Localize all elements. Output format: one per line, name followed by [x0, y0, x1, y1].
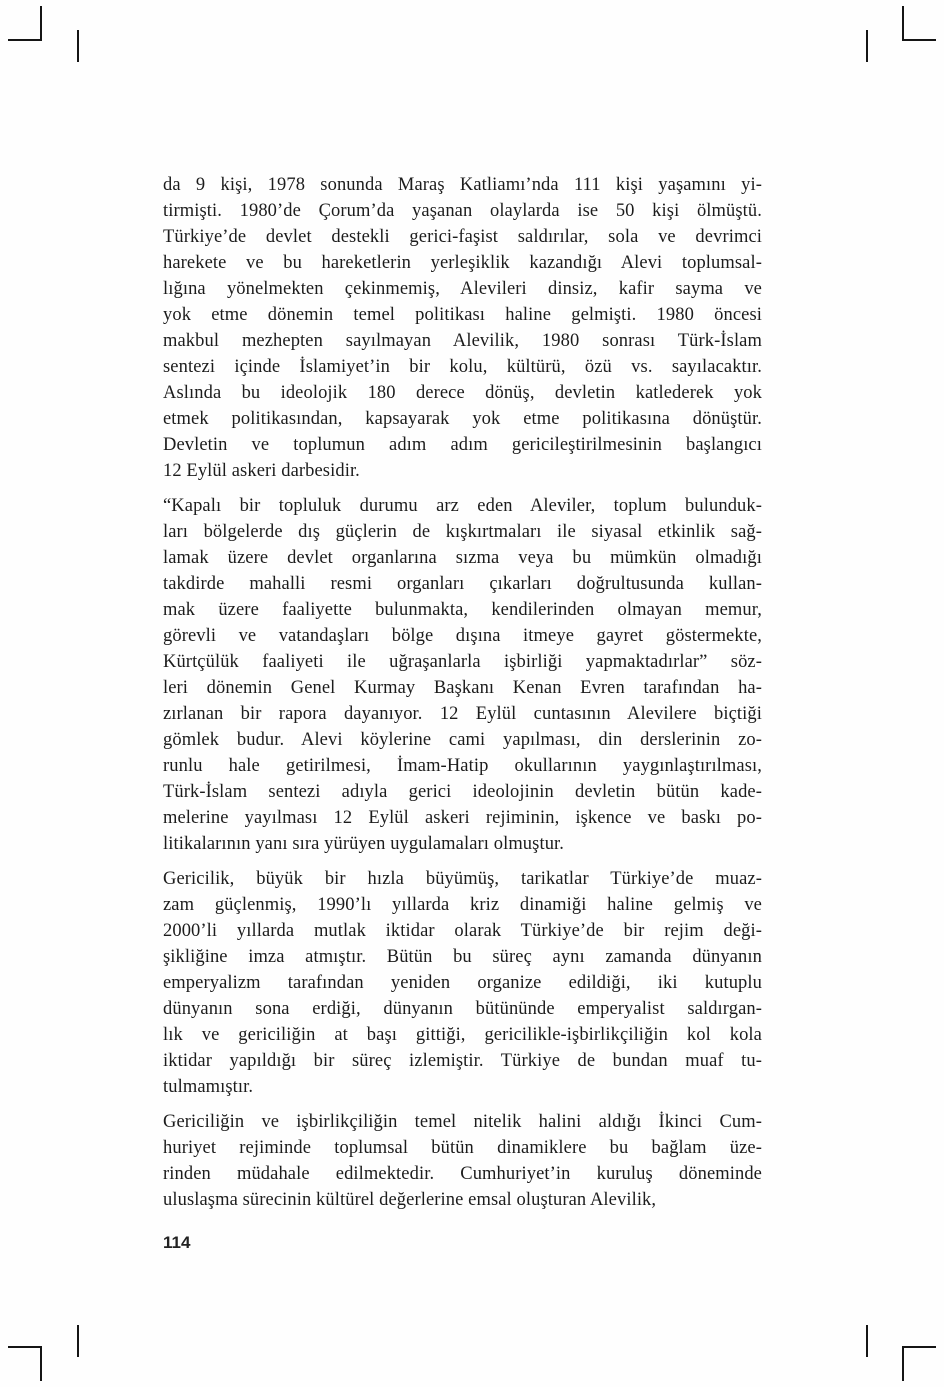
text-line: Gericilik, büyük bir hızla büyümüş, tarikatlar Türkiye’de muaz- [163, 869, 762, 889]
text-line: makbul mezhepten sayılmayan Alevilik, 1980 sonrası Türk-İslam [163, 331, 762, 351]
text-line: Aslında bu ideolojik 180 derece dönüş, devletin katlederek yok [163, 383, 762, 403]
text-line: sentezi içinde İslamiyet’in bir kolu, kültürü, özü vs. sayılacaktır. [163, 357, 762, 377]
text-line: Kürtçülük faaliyeti ile uğraşanlarla işbirliği yapmaktadırlar” söz- [163, 652, 762, 672]
text-line: iktidar yapıldığı bir süreç izlemiştir. Türkiye de bundan muaf tu- [163, 1051, 762, 1071]
crop-mark-top-left-vertical [40, 6, 42, 40]
crop-mark-top-left-horizontal [8, 39, 42, 41]
text-line: lamak üzere devlet organlarına sızma veya bu mümkün olmadığı [163, 548, 762, 568]
text-line: tirmişti. 1980’de Çorum’da yaşanan olaylarda ise 50 kişi ölmüştü. [163, 201, 762, 221]
page-number: 114 [163, 1233, 191, 1252]
text-line: da 9 kişi, 1978 sonunda Maraş Katliamı’nda 111 kişi yaşamını yi- [163, 175, 762, 195]
text-line: 2000’li yıllarda mutlak iktidar olarak Türkiye’de bir rejim deği- [163, 921, 762, 941]
text-line: mak üzere faaliyette bulunmakta, kendilerinden olmayan memur, [163, 600, 762, 620]
text-line: uluslaşma sürecinin kültürel değerlerine emsal oluşturan Alevilik, [163, 1190, 657, 1210]
text-line: litikalarının yanı sıra yürüyen uygulamaları olmuştur. [163, 834, 565, 854]
text-block [163, 172, 762, 1222]
text-line: etmek politikasından, kapsayarak yok etme politikasına dönüştür. [163, 409, 762, 429]
crop-mark-bottom-right-horizontal [902, 1346, 936, 1348]
crop-mark-top-left-inner-tick [77, 30, 79, 62]
text-line: Türkiye’de devlet destekli gerici-faşist saldırılar, sola ve devrimci [163, 227, 762, 247]
text-line: runlu hale getirilmesi, İmam-Hatip okullarının yaygınlaştırılması, [163, 756, 762, 776]
text-line: lığına yönelmekten çekinmemiş, Alevileri dinsiz, kafir sayma ve [163, 279, 762, 299]
text-line: lık ve gericiliğin at başı gittiği, gericilikle-işbirlikçiliğin kol kola [163, 1025, 762, 1045]
text-line: rinden müdahale edilmektedir. Cumhuriyet’in kuruluş döneminde [163, 1164, 762, 1184]
paragraph-3 [163, 866, 762, 1100]
text-line: dünyanın sona erdiği, dünyanın bütününde emperyalist saldırgan- [163, 999, 762, 1019]
text-line: “Kapalı bir topluluk durumu arz eden Aleviler, toplum bulunduk- [163, 496, 762, 516]
crop-mark-bottom-right-inner-tick [866, 1325, 868, 1357]
text-line: emperyalizm tarafından yeniden organize edildiği, iki kutuplu [163, 973, 762, 993]
text-line: zırlanan bir rapora dayanıyor. 12 Eylül cuntasının Alevilere biçtiği [163, 704, 762, 724]
paragraph-1 [163, 172, 762, 484]
text-line: takdirde mahalli resmi organları çıkarları doğrultusunda kullan- [163, 574, 762, 594]
text-line: huriyet rejiminde toplumsal bütün dinamiklere bu bağlam üze- [163, 1138, 762, 1158]
paragraph-2 [163, 493, 762, 857]
text-line: Gericiliğin ve işbirlikçiliğin temel nitelik halini aldığı İkinci Cum- [163, 1112, 762, 1132]
paragraph-4 [163, 1109, 762, 1213]
crop-mark-top-right-horizontal [902, 39, 936, 41]
text-line: Türk-İslam sentezi adıyla gerici ideolojinin devletin bütün kade- [163, 782, 762, 802]
text-line: melerine yayılması 12 Eylül askeri rejiminin, işkence ve baskı po- [163, 808, 762, 828]
text-line: ları bölgelerde dış güçlerin de kışkırtmaları ile siyasal etkinlik sağ- [163, 522, 762, 542]
text-line: zam güçlenmiş, 1990’lı yıllarda kriz dinamiği haline gelmiş ve [163, 895, 762, 915]
crop-mark-top-right-inner-tick [866, 30, 868, 62]
text-line: yok etme dönemin temel politikası haline gelmişti. 1980 öncesi [163, 305, 762, 325]
crop-mark-bottom-right-vertical [902, 1347, 904, 1381]
text-line: tulmamıştır. [163, 1077, 254, 1097]
crop-mark-bottom-left-vertical [40, 1347, 42, 1381]
text-line: harekete ve bu hareketlerin yerleşiklik kazandığı Alevi toplumsal- [163, 253, 762, 273]
text-line: şikliğine imza atmıştır. Bütün bu süreç aynı zamanda dünyanın [163, 947, 762, 967]
crop-mark-top-right-vertical [902, 6, 904, 40]
text-line: Devletin ve toplumun adım adım gericileştirilmesinin başlangıcı [163, 435, 762, 455]
text-line: gömlek budur. Alevi köylerine cami yapılması, din derslerinin zo- [163, 730, 762, 750]
crop-mark-bottom-left-inner-tick [77, 1325, 79, 1357]
text-line: görevli ve vatandaşları bölge dışına itmeye gayret göstermekte, [163, 626, 762, 646]
crop-mark-bottom-left-horizontal [8, 1346, 42, 1348]
text-line: 12 Eylül askeri darbesidir. [163, 461, 360, 481]
text-line: leri dönemin Genel Kurmay Başkanı Kenan Evren tarafından ha- [163, 678, 762, 698]
